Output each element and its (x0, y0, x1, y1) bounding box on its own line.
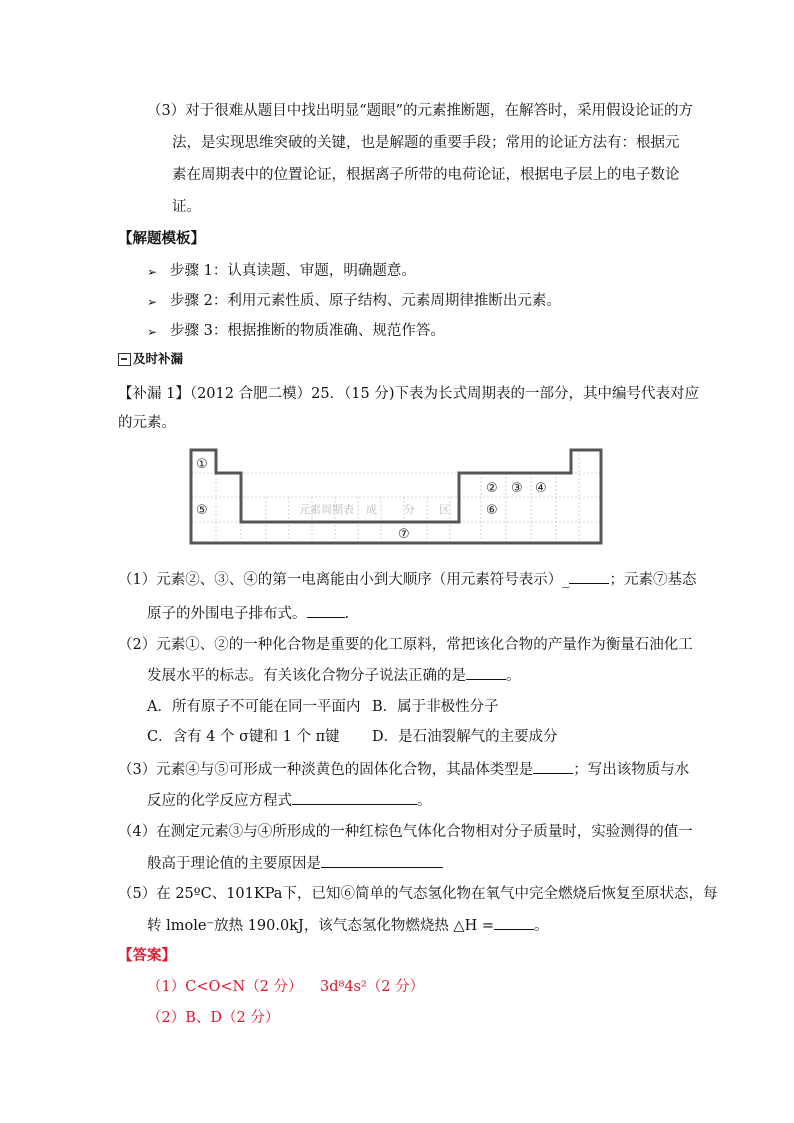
intro-item3-line1: （3）对于很难从题目中找出明显“题眼”的元素推断题，在解答时，采用假设论证的方 (147, 103, 694, 119)
section-tag (118, 349, 183, 369)
q2-line2-tail: 。 (506, 668, 521, 684)
section-tag-label: 及时补漏 (133, 351, 184, 366)
q3-line2-text: 反应的化学反应方程式 (147, 793, 292, 809)
q1-answer-blank-b[interactable] (307, 603, 345, 618)
bullet-icon: ➢ (147, 265, 158, 279)
q4-line1: （4）在测定元素③与④所形成的一种红棕色气体化合物相对分子质量时，实验测得的值一 (118, 824, 693, 840)
element-label-7: ⑦ (398, 527, 410, 542)
q2-line2-text: 发展水平的标志。有关该化合物分子说法正确的是 (147, 668, 466, 684)
q5-answer-blank[interactable] (494, 915, 534, 930)
q3-line1-text: （3）元素④与⑤可形成一种淡黄色的固体化合物，其晶体类型是 (118, 762, 534, 778)
answer-2: （2）B、D（2 分） (147, 1010, 280, 1026)
intro-item3-line4: 证。 (172, 199, 201, 215)
q3-line1 (118, 759, 689, 780)
q1-line1-tail: ；元素⑦基态 (609, 572, 697, 588)
template-heading: 【解题模板】 (118, 230, 205, 247)
bullet-icon: ➢ (147, 295, 158, 309)
intro-item3-line3: 素在周期表中的位置论证，根据离子所带的电荷论证，根据电子层上的电子数论 (172, 167, 680, 183)
answer-1b: 3d⁸4s²（2 分） (320, 979, 425, 995)
q3-line2 (147, 790, 432, 811)
q3-line1-tail: ；写出该物质与水 (573, 762, 690, 778)
q2-option-c: C．含有 4 个 σ键和 1 个 π键 (147, 729, 340, 745)
q1-line1-text: （1）元素②、③、④的第一电离能由小到大顺序（用元素符号表示）_ (118, 572, 570, 588)
answer-heading: 【答案】 (118, 947, 176, 964)
step-3: 步骤 3：根据推断的物质准确、规范作答。 (170, 323, 445, 339)
q1-line1 (118, 569, 696, 590)
q1-answer-blank-a[interactable] (569, 569, 609, 584)
q2-option-a: A．所有原子不可能在同一平面内 (147, 699, 361, 715)
q3-answer-blank-b[interactable] (292, 790, 417, 805)
q5-line2-text: 转 lmole⁻放热 190.0kJ，该气态氢化物燃烧热 △H = (147, 918, 494, 934)
problem-line2: 的元素。 (118, 415, 176, 431)
q4-line2 (147, 853, 443, 874)
problem-line1: 【补漏 1】（2012 合肥二模）25．（15 分)下表为长式周期表的一部分，其中编号代表对应 (118, 386, 700, 402)
element-label-4: ④ (535, 481, 547, 496)
element-label-3: ③ (511, 481, 523, 496)
faint-text-4: 区 (439, 503, 450, 516)
element-label-1: ① (196, 457, 208, 472)
q5-line2-tail: 。 (533, 918, 549, 934)
q4-line2-text: 般高于理论值的主要原因是 (147, 856, 321, 872)
faint-text-1: 元素周期表 (299, 503, 354, 516)
q3-line2-tail: 。 (417, 793, 432, 809)
periodic-table-figure (181, 440, 611, 562)
q1-line2-text: 原子的外围电子排布式。 (147, 606, 307, 622)
q2-option-d: D．是石油裂解气的主要成分 (372, 729, 558, 745)
q2-line1: （2）元素①、②的一种化合物是重要的化工原料，常把该化合物的产量作为衡量石油化工 (118, 637, 693, 653)
q2-line2 (147, 665, 521, 686)
element-label-6: ⑥ (486, 503, 498, 518)
step-2: 步骤 2：利用元素性质、原子结构、元素周期律推断出元素。 (170, 293, 561, 309)
faint-text-2: 成 (366, 503, 377, 516)
bullet-icon: ➢ (147, 325, 158, 339)
intro-item3-line2: 法，是实现思维突破的关键，也是解题的重要手段；常用的论证方法有：根据元 (172, 135, 680, 151)
faint-text-3: 分 (404, 503, 415, 516)
q5-line2 (147, 915, 548, 936)
q5-line1: （5）在 25ºC、101KPa下，已知⑥简单的气态氢化物在氧气中完全燃烧后恢复至原状态，每 (118, 886, 718, 902)
q4-answer-blank[interactable] (321, 853, 443, 868)
element-label-2: ② (486, 481, 498, 496)
q1-line2: 原子的外围电子排布式。 . (147, 603, 349, 624)
q2-option-b: B．属于非极性分子 (372, 699, 499, 715)
q3-answer-blank-a[interactable] (533, 759, 573, 774)
q2-answer-blank[interactable] (466, 665, 506, 680)
element-label-5: ⑤ (196, 503, 208, 518)
step-1: 步骤 1：认真读题、审题，明确题意。 (170, 263, 416, 279)
section-tag-icon (118, 353, 131, 366)
answer-1: （1）C<O<N（2 分） (147, 979, 303, 995)
